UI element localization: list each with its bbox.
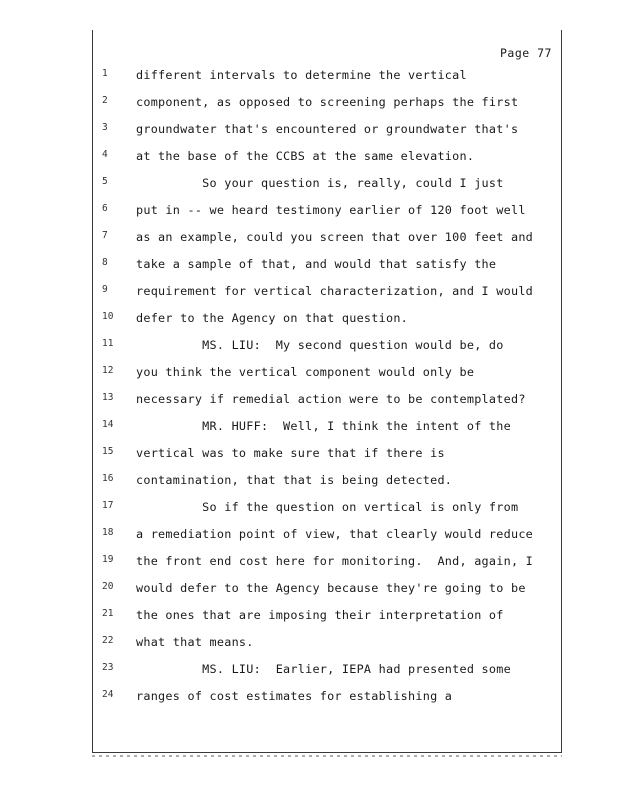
line-number: 7 bbox=[102, 230, 108, 241]
line-text: So your question is, really, could I just bbox=[136, 176, 504, 190]
line-text: as an example, could you screen that over 100 feet and bbox=[136, 230, 534, 244]
line-number: 6 bbox=[102, 203, 108, 214]
line-text: would defer to the Agency because they're going to be bbox=[136, 581, 526, 595]
line-number: 12 bbox=[102, 365, 114, 376]
transcript-line bbox=[92, 230, 561, 250]
line-text: groundwater that's encountered or groundwater that's bbox=[136, 122, 519, 136]
line-number: 3 bbox=[102, 122, 108, 133]
line-number: 11 bbox=[102, 338, 114, 349]
line-text: at the base of the CCBS at the same elevation. bbox=[136, 149, 475, 163]
line-text: MR. HUFF: Well, I think the intent of the bbox=[136, 419, 511, 433]
line-text: the front end cost here for monitoring. And, again, I bbox=[136, 554, 534, 568]
transcript-line bbox=[92, 284, 561, 304]
line-number: 8 bbox=[102, 257, 108, 268]
line-number: 16 bbox=[102, 473, 114, 484]
transcript-line bbox=[92, 68, 561, 88]
transcript-line bbox=[92, 392, 561, 412]
line-text: take a sample of that, and would that satisfy the bbox=[136, 257, 497, 271]
line-number: 4 bbox=[102, 149, 108, 160]
transcript-line bbox=[92, 662, 561, 682]
transcript-line bbox=[92, 149, 561, 169]
line-number: 5 bbox=[102, 176, 108, 187]
line-text: you think the vertical component would only be bbox=[136, 365, 475, 379]
line-text: different intervals to determine the vertical bbox=[136, 68, 467, 82]
transcript-line bbox=[92, 338, 561, 358]
line-number: 13 bbox=[102, 392, 114, 403]
transcript-line bbox=[92, 635, 561, 655]
line-text: component, as opposed to screening perhaps the first bbox=[136, 95, 519, 109]
line-text: requirement for vertical characterization, and I would bbox=[136, 284, 534, 298]
line-number: 17 bbox=[102, 500, 114, 511]
transcript-line bbox=[92, 95, 561, 115]
transcript-line bbox=[92, 311, 561, 331]
line-number: 23 bbox=[102, 662, 114, 673]
line-text: necessary if remedial action were to be contemplated? bbox=[136, 392, 526, 406]
line-text: what that means. bbox=[136, 635, 254, 649]
line-number: 19 bbox=[102, 554, 114, 565]
line-number: 14 bbox=[102, 419, 114, 430]
line-text: contamination, that that is being detected. bbox=[136, 473, 453, 487]
line-number: 24 bbox=[102, 689, 114, 700]
line-number: 10 bbox=[102, 311, 114, 322]
line-text: put in -- we heard testimony earlier of 120 foot well bbox=[136, 203, 526, 217]
line-number: 18 bbox=[102, 527, 114, 538]
line-number: 22 bbox=[102, 635, 114, 646]
transcript-line bbox=[92, 365, 561, 385]
line-number: 20 bbox=[102, 581, 114, 592]
transcript-line bbox=[92, 176, 561, 196]
transcript-line bbox=[92, 581, 561, 601]
transcript-line bbox=[92, 446, 561, 466]
bottom-margin-rule bbox=[92, 752, 562, 753]
line-text: MS. LIU: My second question would be, do bbox=[136, 338, 504, 352]
transcript-line bbox=[92, 527, 561, 547]
line-number: 15 bbox=[102, 446, 114, 457]
transcript-line bbox=[92, 500, 561, 520]
transcript-line bbox=[92, 554, 561, 574]
line-number: 2 bbox=[102, 95, 108, 106]
line-text: vertical was to make sure that if there is bbox=[136, 446, 445, 460]
line-number: 9 bbox=[102, 284, 108, 295]
transcript-line bbox=[92, 203, 561, 223]
line-text: MS. LIU: Earlier, IEPA had presented some bbox=[136, 662, 511, 676]
transcript-line bbox=[92, 122, 561, 142]
transcript-line bbox=[92, 608, 561, 628]
right-margin-rule bbox=[561, 30, 562, 752]
transcript-line bbox=[92, 419, 561, 439]
line-text: the ones that are imposing their interpretation of bbox=[136, 608, 504, 622]
scan-artifact bbox=[92, 755, 562, 757]
transcript-line bbox=[92, 689, 561, 709]
line-number: 1 bbox=[102, 68, 108, 79]
transcript-line bbox=[92, 473, 561, 493]
line-text: a remediation point of view, that clearly would reduce bbox=[136, 527, 534, 541]
transcript-line bbox=[92, 257, 561, 277]
line-text: So if the question on vertical is only from bbox=[136, 500, 519, 514]
line-text: defer to the Agency on that question. bbox=[136, 311, 409, 325]
line-text: ranges of cost estimates for establishing a bbox=[136, 689, 453, 703]
line-number: 21 bbox=[102, 608, 114, 619]
page-number: Page 77 bbox=[500, 46, 552, 60]
